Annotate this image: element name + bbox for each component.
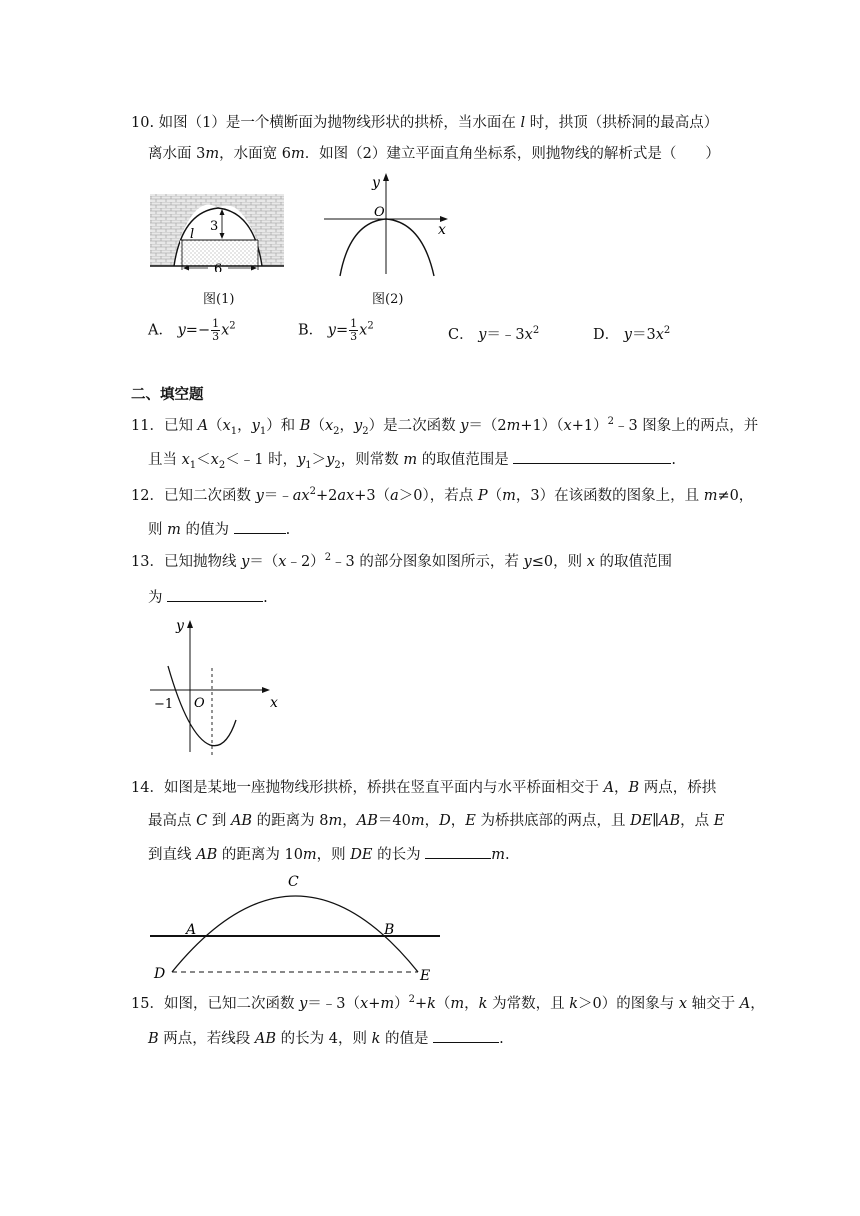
q12-answer-blank[interactable] [234,518,286,534]
q11-answer-blank[interactable] [513,448,671,464]
q14-label-d: D [154,966,166,982]
q15-line1: 15．如图，已知二次函数 $y=﹣3(x+m)^2+k(m$，k 为常数，且 k＞0）的图象与 x 轴交于 A， [131,994,765,1012]
fig1-l-label: l [190,227,195,242]
q10-fig1-caption: 图(1) [203,292,235,307]
q10-option-c[interactable]: C． $y=﹣3x^2$ [448,325,540,343]
section-heading: 二、填空题 [131,387,204,403]
q10-number: 10. [131,115,155,131]
q14-figure [146,870,446,982]
fig2-x-label: x [438,222,446,238]
q10-line1: 10. 如图（1）是一个横断面为抛物线形状的拱桥，当水面在 l 时，拱顶（拱桥洞的最高点） [131,115,719,131]
q14-label-a: A [186,922,197,938]
fig1-height-label: 3 [210,219,219,234]
q10-option-d[interactable]: D． $y=3x^2$ [593,325,671,343]
fig2-origin-label: O [374,205,385,220]
q10-option-a[interactable]: A． y=− $\frac{1}{3}$ $x^2$ [148,317,236,343]
q10-line2: 离水面 3m，水面宽 6m．如图（2）建立平面直角坐标系，则抛物线的解析式是（ ） [148,146,720,162]
q14-answer-blank[interactable] [425,843,491,859]
q14-label-e: E [420,968,431,982]
q14-line2: 最高点 C 到 AB 的距离为 8m，AB＝40m，D，E 为桥拱底部的两点，且 DE∥AB，点 E [148,813,725,829]
q10-figure-2 [320,170,460,280]
q13-line2: 为 . [148,586,268,608]
q14-line3: 到直线 AB 的距离为 10m，则 DE 的长为 m. [148,843,510,865]
q14-label-c: C [288,874,299,890]
q13-figure [146,612,286,762]
q13-line1: 13．已知抛物线 y＝（x﹣2）$^2$﹣3 的部分图象如图所示，若 y≤0，则 x 的取值范围 [131,552,672,570]
q12-line2: 则 m 的值为 . [148,518,290,540]
q14-line1: 14．如图是某地一座抛物线形拱桥，桥拱在竖直平面内与水平桥面相交于 A，B 两点，桥拱 [131,780,717,796]
q11-line2: 且当 $x_1<x_2<﹣1$ 时，$y_1>y_2$，则常数 m 的取值范围是 . [148,448,676,470]
q13-x-label: x [270,695,278,711]
q14-label-b: B [384,922,395,938]
q10-option-b[interactable]: B． y= $\frac{1}{3}$ $x^2$ [298,317,374,343]
q15-answer-blank[interactable] [433,1027,499,1043]
q13-origin-label: O [194,696,205,711]
fig1-width-label: 6 [214,262,223,272]
q12-line1: 12．已知二次函数 $y=﹣ax^2+2ax+3(a>0)$，若点 P（m，3）在该函数的图象上，且 m≠0， [131,486,754,504]
q10-fig2-caption: 图(2) [372,292,404,307]
q15-line2: B 两点，若线段 AB 的长为 4，则 k 的值是 . [148,1027,504,1049]
fig2-y-label: y [372,175,380,191]
q10-figure-1 [148,190,288,272]
q13-y-label: y [176,618,184,634]
q11-line1: 11．已知 $A(x_1$，$y_1$）和 $B(x_2$，$y_2$）是二次函数 $y=(2m+1)(x+1)^2﹣3$ 图象上的两点，并 [131,416,759,437]
q13-answer-blank[interactable] [167,586,263,602]
q13-neg1-label: −1 [154,697,174,712]
